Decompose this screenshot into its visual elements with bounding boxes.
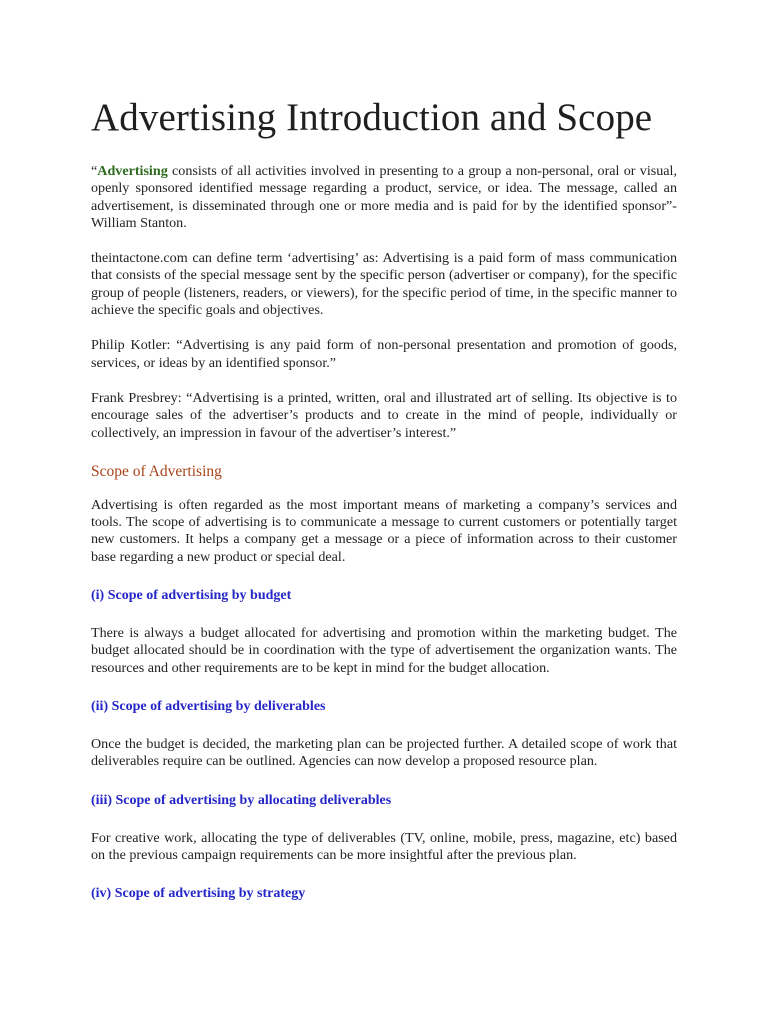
subheading-strategy: (iv) Scope of advertising by strategy	[91, 886, 306, 902]
term-advertising: Advertising	[97, 163, 168, 179]
section-deliverables-body: Once the budget is decided, the marketing plan can be projected further. A detailed scope of work that deliverables require can be outlined. Agencies can now develop a proposed resource plan.	[91, 735, 677, 770]
definition-stanton-text: consists of all activities involved in presenting to a group a non-personal, oral or visual, openly sponsored identified message regarding a product, service, or idea. The message, called an advertisement, is disseminated through one or more media and is paid for by the identified sponsor”-William Stanton.	[91, 163, 677, 231]
definition-kotler: Philip Kotler: “Advertising is any paid form of non-personal presentation and promotion of goods, services, or ideas by an identified sponsor.”	[91, 337, 677, 371]
definition-stanton	[91, 163, 677, 232]
definition-intactone: theintactone.com can define term ‘advertising’ as: Advertising is a paid form of mass communication that consists of the special message sent by the specific person (advertiser or company), for the specific group of people (listeners, readers, or viewers), for the specific period of time, in the specific manner to achieve the specific goals and objectives.	[91, 250, 677, 319]
subheading-deliverables: (ii) Scope of advertising by deliverables	[91, 698, 326, 714]
subheading-budget: (i) Scope of advertising by budget	[91, 588, 292, 604]
section-allocating-deliverables-body: For creative work, allocating the type of deliverables (TV, online, mobile, press, magazine, etc) based on the previous campaign requirements can be more insightful after the previous plan.	[91, 829, 677, 863]
subheading-allocating-deliverables: (iii) Scope of advertising by allocating deliverables	[91, 792, 392, 808]
section-budget-body: There is always a budget allocated for advertising and promotion within the marketing budget. The budget allocated should be in coordination with the type of advertisement the organization wants. The resources and other requirements are to be kept in mind for the budget allocation.	[91, 625, 677, 676]
page-title: Advertising Introduction and Scope	[91, 96, 653, 139]
scope-heading: Scope of Advertising	[91, 462, 222, 480]
definition-presbrey: Frank Presbrey: “Advertising is a printed, written, oral and illustrated art of selling. Its objective is to encourage sales of the advertiser’s products and to create in the mind of people, individually or collectively, an impression in favour of the advertiser’s interest.”	[91, 389, 677, 441]
scope-intro: Advertising is often regarded as the most important means of marketing a company’s services and tools. The scope of advertising is to communicate a message to current customers or potentially target new customers. It helps a company get a message or a piece of information across to their customer base regarding a new product or special deal.	[91, 496, 677, 565]
open-quote: “	[91, 163, 98, 179]
